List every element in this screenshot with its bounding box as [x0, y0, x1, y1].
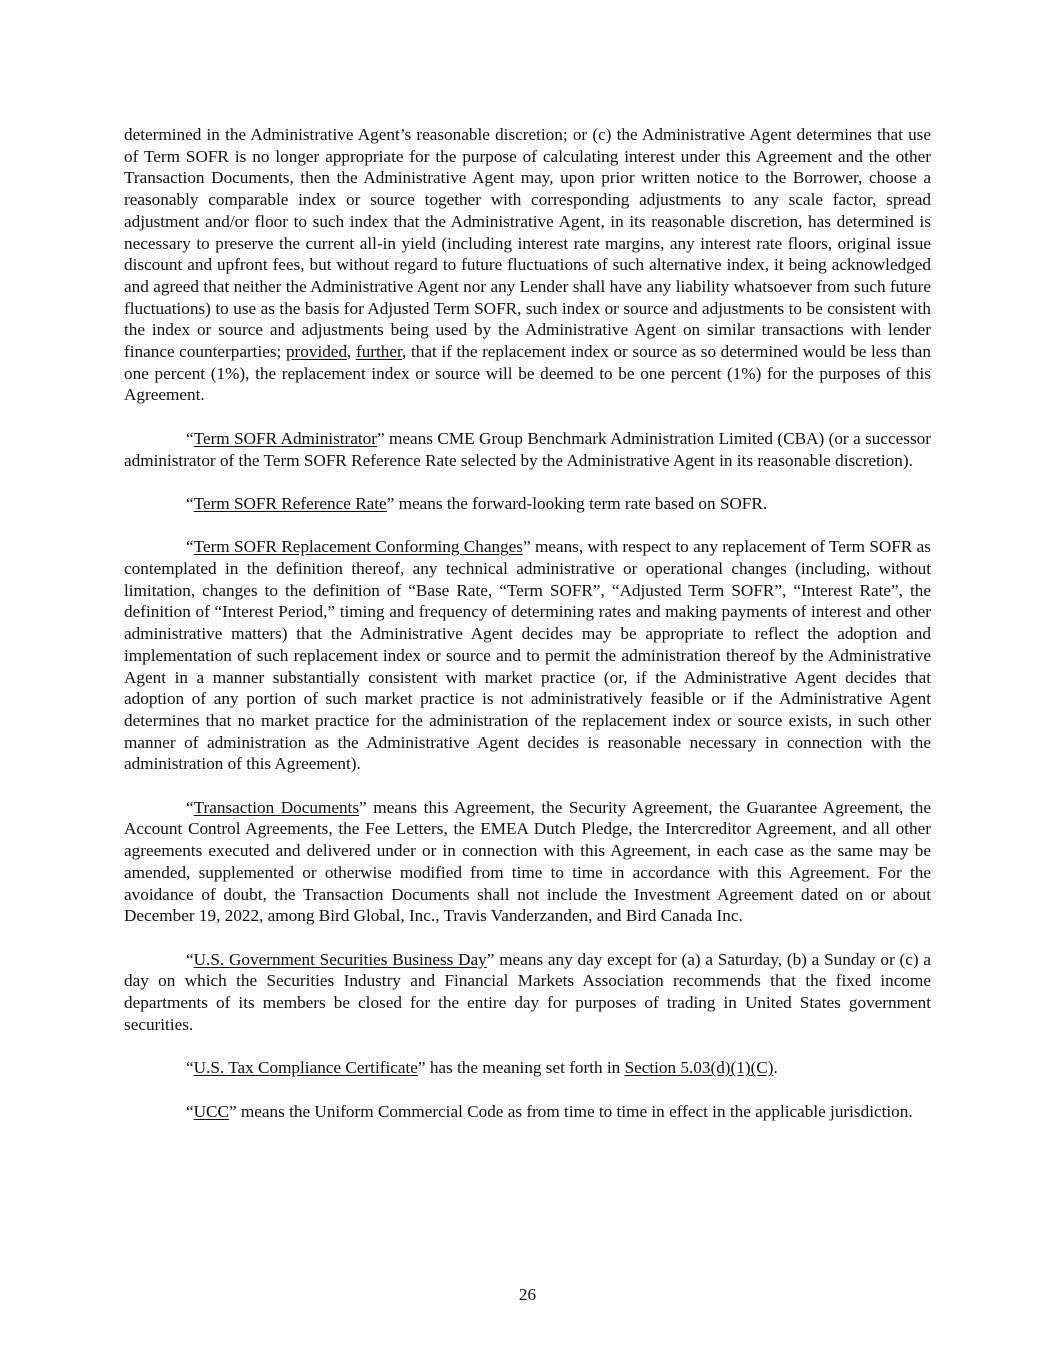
definition-term-sofr-reference-rate: [124, 493, 931, 515]
definition-transaction-documents: [124, 797, 931, 927]
page-number: 26: [518, 1285, 537, 1304]
open-quote: “: [186, 949, 194, 969]
paragraph-text: , that if the replacement index or source as so determined would be less than one percent (1%), the replacement index or source will be deemed to be one percent (1%) for the purposes of this Agreement.: [124, 342, 932, 405]
defined-term: Transaction Documents: [193, 797, 360, 817]
definition-term-sofr-administrator: [124, 428, 931, 471]
paragraph-text: ,: [347, 342, 356, 362]
defined-term: U.S. Government Securities Business Day: [193, 949, 487, 969]
definition-text: ” means any day except for (a) a Saturday, (b) a Sunday or (c) a day on which the Securities Industry and Financial Markets Association recommends that the fixed income departments of its members be closed for the entire day for purposes of trading in United States government securities.: [124, 949, 931, 1034]
definition-text: ” means, with respect to any replacement of Term SOFR as contemplated in the definition thereof, any technical administrative or operational changes (including, without limitation, changes to the definition of “Base Rate, “Term SOFR”, “Adjusted Term SOFR”, “Interest Rate”, the definition of “Interest Period,” timing and frequency of determining rates and making payments of interest and other administrative matters) that the Administrative Agent decides may be appropriate to reflect the adoption and implementation of such replacement index or source and to permit the administration thereof by the Administrative Agent in a manner substantially consistent with market practice (or, if the Administrative Agent decides that adoption of any portion of such market practice is not administratively feasible or if the Administrative Agent determines that no market practice for the administration of the replacement index or source exists, in such other manner of administration as the Administrative Agent decides is reasonable necessary in connection with the administration of this Agreement).: [124, 537, 931, 774]
defined-term: Term SOFR Reference Rate: [193, 493, 387, 513]
document-page: [124, 124, 931, 1144]
continuation-paragraph: [124, 124, 931, 406]
defined-term: U.S. Tax Compliance Certificate: [193, 1058, 418, 1078]
definition-term-sofr-replacement-conforming-changes: [124, 536, 931, 775]
definition-us-government-securities-business-day: [124, 949, 931, 1036]
definition-text: ” means the forward-looking term rate based on SOFR.: [386, 493, 768, 513]
definition-text: ” has the meaning set forth in: [417, 1058, 625, 1078]
defined-term: Term SOFR Replacement Conforming Changes: [193, 537, 523, 557]
definition-us-tax-compliance-certificate: [124, 1057, 931, 1079]
definition-text: ” means CME Group Benchmark Administration Limited (CBA) (or a successor administrator of the Term SOFR Reference Rate selected by the Administrative Agent in its reasonable discretion).: [124, 428, 931, 470]
open-quote: “: [186, 1058, 194, 1078]
definition-text: ” means the Uniform Commercial Code as from time to time in effect in the applicable jurisdiction.: [228, 1101, 913, 1121]
definition-text: .: [773, 1058, 778, 1078]
open-quote: “: [186, 1101, 194, 1121]
definition-text: ” means this Agreement, the Security Agreement, the Guarantee Agreement, the Account Control Agreements, the Fee Letters, the EMEA Dutch Pledge, the Intercreditor Agreement, and all other agreements executed and delivered under or in connection with this Agreement, in each case as the same may be amended, supplemented or otherwise modified from time to time in accordance with this Agreement. For the avoidance of doubt, the Transaction Documents shall not include the Investment Agreement dated on or about December 19, 2022, among Bird Global, Inc., Travis Vanderzanden, and Bird Canada Inc.: [124, 797, 931, 926]
definition-ucc: [124, 1101, 931, 1123]
open-quote: “: [186, 537, 194, 557]
paragraph-text: determined in the Administrative Agent’s reasonable discretion; or (c) the Administrative Agent determines that use of Term SOFR is no longer appropriate for the purpose of calculating interest under this Agreement and the other Transaction Documents, then the Administrative Agent may, upon prior written notice to the Borrower, choose a reasonably comparable index or source together with corresponding adjustments to any scale factor, spread adjustment and/or floor to such index that the Administrative Agent, in its reasonable discretion, has determined is necessary to preserve the current all-in yield (including interest rate margins, any interest rate floors, original issue discount and upfront fees, but without regard to future fluctuations of such alternative index, it being acknowledged and agreed that neither the Administrative Agent nor any Lender shall have any liability whatsoever from such future fluctuations) to use as the basis for Adjusted Term SOFR, such index or source and adjustments to be consistent with the index or source and adjustments being used by the Administrative Agent on similar transactions with lender finance counterparties;: [124, 125, 931, 362]
section-reference: Section 5.03(d)(1)(C): [624, 1058, 774, 1078]
open-quote: “: [186, 797, 194, 817]
further-term: further: [355, 342, 403, 362]
open-quote: “: [186, 493, 194, 513]
defined-term: Term SOFR Administrator: [193, 428, 377, 448]
provided-term: provided: [285, 342, 348, 362]
open-quote: “: [186, 428, 194, 448]
defined-term: UCC: [193, 1101, 229, 1121]
